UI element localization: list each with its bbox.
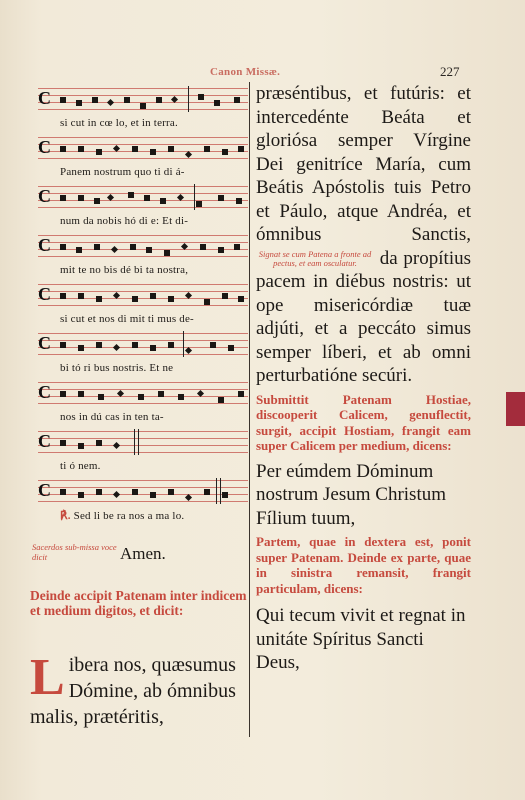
neume-note [222,149,228,155]
right-column [256,82,471,675]
neume-note [168,342,174,348]
clef-icon: C [38,333,51,353]
staff-line [38,389,248,390]
lyric-text: ti ó nem. [60,460,101,472]
staff-line [38,109,248,110]
chant-lyric [60,460,248,472]
neume-note [60,440,66,446]
section-title: Canon Missæ. [210,66,281,78]
neume-note [150,149,156,155]
neume-note [60,293,66,299]
chant-notation [30,84,248,525]
staff-line [38,382,248,383]
lyric-text: si cut in cœ lo, et in terra. [60,117,178,129]
clef-icon: C [38,480,51,500]
staff-line [38,445,248,446]
staff-line [38,298,248,299]
staff-line [38,193,248,194]
page-header [0,62,525,82]
staff-line [38,249,248,250]
neume-note [107,99,114,106]
neume-note [132,489,138,495]
chant-line [30,133,248,182]
neume-note [132,146,138,152]
neume-note [60,489,66,495]
right-rubric-2: Partem, quae in dextera est, ponit super Patenam. Deinde ex parte, quae in sinistra remansit, frangit particulam, dicens: [256,534,471,596]
clef-icon: C [38,137,51,157]
neume-note [238,146,244,152]
inline-rubric: Signat se cum Patena a fronte ad pectus, et eam osculatur. [258,248,372,269]
neume-note [78,195,84,201]
staff [38,431,248,453]
chant-lyric [60,117,248,129]
staff-line [38,88,248,89]
bar-line [216,478,217,504]
staff [38,235,248,257]
neume-note [204,299,210,305]
right-text-b: da propítius pacem in diébus nostris: ut ope misericórdiæ tuæ adjúti, et a peccáto simus semper líberi, et ab omni perturbatióne secúri. [256,247,471,386]
staff-line [38,403,248,404]
chant-line [30,476,248,525]
clef-icon: C [38,284,51,304]
staff [38,333,248,355]
page-tab-marker[interactable] [506,392,525,426]
neume-note [132,342,138,348]
chant-lyric [60,411,248,423]
neume-note [178,394,184,400]
neume-note [238,391,244,397]
bar-line [183,331,184,357]
neume-note [60,97,66,103]
neume-note [113,442,120,449]
response-mark: ℟. [60,510,71,522]
chant-line [30,427,248,476]
staff [38,186,248,208]
bar-line [188,86,189,112]
neume-note [78,293,84,299]
column-divider [249,82,250,737]
neume-note [78,443,84,449]
neume-note [168,146,174,152]
amen-word: Amen. [120,544,166,563]
staff-line [38,347,248,348]
right-text-a: præséntibus, et futúris: et intercedénte Beáta et gloriósa semper Vírgine Dei genitríce María, cum Beátis Apóstolis tuis Petro et Páulo, atque Andréa, et ómnibus Sanctis, [256,83,471,245]
clef-icon: C [38,235,51,255]
neume-note [76,100,82,106]
neume-note [76,247,82,253]
neume-note [150,492,156,498]
staff-line [38,431,248,432]
neume-note [204,146,210,152]
neume-note [150,293,156,299]
staff-line [38,284,248,285]
right-text-d: Qui tecum vivit et regnat in unitáte Spíritus Sancti Deus, [256,605,466,673]
neume-note [222,293,228,299]
neume-note [156,97,162,103]
neume-note [185,494,192,501]
neume-note [98,394,104,400]
staff [38,284,248,306]
neume-note [146,247,152,253]
lyric-text: Panem nostrum quo ti di á- [60,166,185,178]
neume-note [218,195,224,201]
neume-note [94,244,100,250]
chant-line [30,378,248,427]
neume-note [168,296,174,302]
staff-line [38,256,248,257]
page-number: 227 [440,64,460,79]
neume-note [111,246,118,253]
clef-icon: C [38,88,51,108]
staff-line [38,452,248,453]
neume-note [222,492,228,498]
right-text-main [256,82,471,388]
neume-note [164,250,170,256]
chant-line [30,329,248,378]
lyric-text: si cut et nos di mit ti mus de- [60,313,194,325]
neume-note [130,244,136,250]
staff-line [38,235,248,236]
staff-line [38,158,248,159]
staff-line [38,200,248,201]
neume-note [140,103,146,109]
chant-lyric [60,215,248,227]
neume-note [60,195,66,201]
neume-note [128,192,134,198]
neume-note [92,97,98,103]
neume-note [60,244,66,250]
neume-note [210,342,216,348]
clef-icon: C [38,431,51,451]
lyric-text: nos in dú cas in ten ta- [60,411,164,423]
amen-row [30,540,248,580]
left-rubric: Deinde accipit Patenam inter indicem et medium digitos, et dicit: [30,588,247,618]
neume-note [196,201,202,207]
chant-line [30,182,248,231]
neume-note [238,296,244,302]
neume-note [200,244,206,250]
neume-note [96,149,102,155]
bar-line [220,478,221,504]
staff [38,480,248,502]
neume-note [94,198,100,204]
bar-line [138,429,139,455]
staff [38,137,248,159]
drop-capital: L [30,649,65,706]
neume-note [78,146,84,152]
neume-note [113,491,120,498]
staff-line [38,207,248,208]
neume-note [78,391,84,397]
neume-note [138,394,144,400]
neume-note [204,489,210,495]
bar-line [194,184,195,210]
chant-line [30,231,248,280]
staff-line [38,242,248,243]
neume-note [150,345,156,351]
neume-note [228,345,234,351]
chant-line [30,280,248,329]
chant-lyric [60,509,248,522]
lyric-text: bi tó ri bus nostris. Et ne [60,362,174,374]
chant-lyric [60,362,248,374]
neume-note [78,345,84,351]
staff-line [38,340,248,341]
staff-line [38,137,248,138]
staff-line [38,354,248,355]
amen-rubric: Sacerdos sub-missa voce dicit [32,542,117,562]
lyric-text: num da nobis hó di e: Et di- [60,215,189,227]
neume-note [158,391,164,397]
neume-note [185,347,192,354]
clef-icon: C [38,186,51,206]
staff [38,88,248,110]
staff-line [38,438,248,439]
neume-note [234,244,240,250]
neume-note [78,492,84,498]
neume-note [60,146,66,152]
staff-line [38,333,248,334]
chant-lyric [60,313,248,325]
neume-note [218,397,224,403]
neume-note [168,489,174,495]
staff-line [38,95,248,96]
neume-note [160,198,166,204]
staff-line [38,305,248,306]
staff-line [38,144,248,145]
staff-line [38,151,248,152]
neume-note [218,247,224,253]
neume-note [124,97,130,103]
staff-line [38,291,248,292]
neume-note [96,440,102,446]
bar-line [134,429,135,455]
neume-note [198,94,204,100]
neume-note [60,342,66,348]
neume-note [96,489,102,495]
left-prayer-text: ibera nos, quæsumus Dómine, ab ómnibus malis, prætéritis, [30,654,236,728]
neume-note [60,391,66,397]
staff [38,382,248,404]
neume-note [144,195,150,201]
chant-line [30,84,248,133]
neume-note [113,344,120,351]
neume-note [96,342,102,348]
neume-note [96,296,102,302]
left-prayer [30,649,248,730]
neume-note [236,198,242,204]
lyric-text: mit te no bis dé bi ta nostra, [60,264,189,276]
chant-lyric [60,166,248,178]
lyric-text: Sed li be ra nos a ma lo. [73,510,185,522]
neume-note [185,151,192,158]
neume-note [132,296,138,302]
clef-icon: C [38,382,51,402]
right-text-c: Per eúmdem Dóminum nostrum Jesum Christum Fílium tuum, [256,460,447,529]
neume-note [214,100,220,106]
neume-note [234,97,240,103]
staff-line [38,186,248,187]
right-rubric-1: Submittit Patenam Hostiae, discooperit Calicem, genuflectit, surgit, accipit Hostiam, frangit eam super Calicem per medium, dicens: [256,391,471,453]
chant-lyric [60,264,248,276]
